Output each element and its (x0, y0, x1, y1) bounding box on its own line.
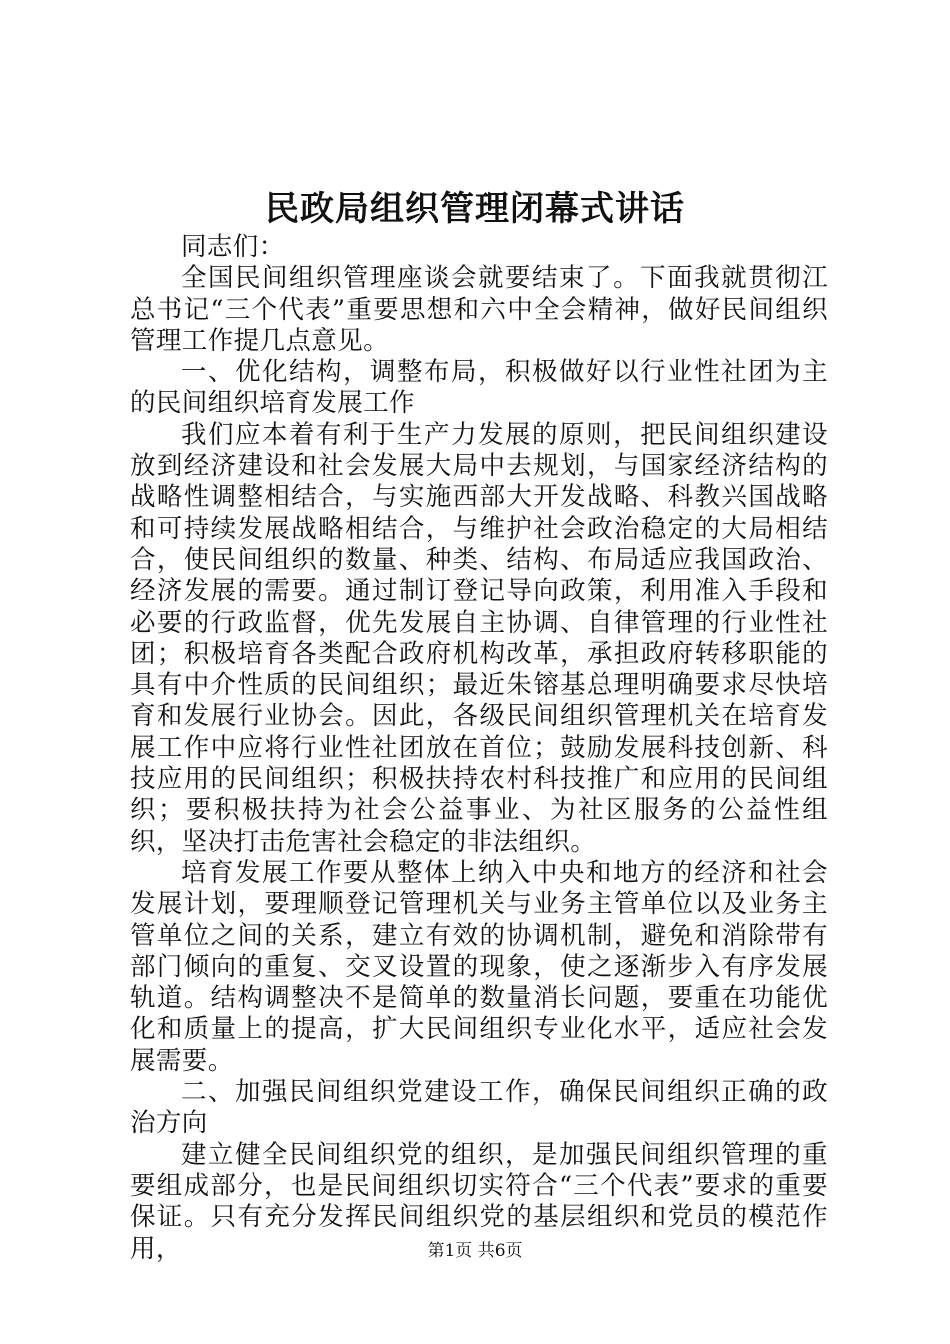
paragraph-section-1-b: 培育发展工作要从整体上纳入中央和地方的经济和社会发展计划，要理顺登记管理机关与业务主管单位以及业务主管单位之间的关系，建立有效的协调机制，避免和消除带有部门倾向的重复、交叉设置的现象，使之逐渐步入有序发展轨道。结构调整决不是简单的数量消长问题，要重在功能优化和质量上的提高，扩大民间组织专业化水平，适应社会发展需要。 (130, 857, 828, 1076)
section-heading-1: 一、优化结构，调整布局，积极做好以行业性社团为主的民间组织培育发展工作 (130, 357, 828, 419)
page-footer: 第1页 共6页 (427, 1241, 523, 1261)
document-title: 民政局组织管理闭幕式讲话 (265, 189, 685, 229)
document-body (130, 232, 828, 1265)
section-heading-2: 二、加强民间组织党建设工作，确保民间组织正确的政治方向 (130, 1077, 828, 1139)
paragraph-salutation: 同志们： (181, 232, 285, 262)
paragraph-intro: 全国民间组织管理座谈会就要结束了。下面我就贯彻江总书记“三个代表”重要思想和六中全会精神，做好民间组织管理工作提几点意见。 (130, 263, 828, 356)
paragraph-section-1-a: 我们应本着有利于生产力发展的原则，把民间组织建设放到经济建设和社会发展大局中去规划，与国家经济结构的战略性调整相结合，与实施西部大开发战略、科教兴国战略和可持续发展战略相结合，与维护社会政治稳定的大局相结合，使民间组织的数量、种类、结构、布局适应我国政治、经济发展的需要。通过制订登记导向政策，利用准入手段和必要的行政监督，优先发展自主协调、自律管理的行业性社团；积极培育各类配合政府机构改革，承担政府转移职能的具有中介性质的民间组织；最近朱镕基总理明确要求尽快培育和发展行业协会。因此，各级民间组织管理机关在培育发展工作中应将行业性社团放在首位；鼓励发展科技创新、科技应用的民间组织；积极扶持农村科技推广和应用的民间组织；要积极扶持为社会公益事业、为社区服务的公益性组织，坚决打击危害社会稳定的非法组织。 (130, 419, 828, 857)
paragraph-section-2-a: 建立健全民间组织党的组织，是加强民间组织管理的重要组成部分，也是民间组织切实符合“三个代表”要求的重要保证。只有充分发挥民间组织党的基层组织和党员的模范作用， (130, 1139, 828, 1264)
